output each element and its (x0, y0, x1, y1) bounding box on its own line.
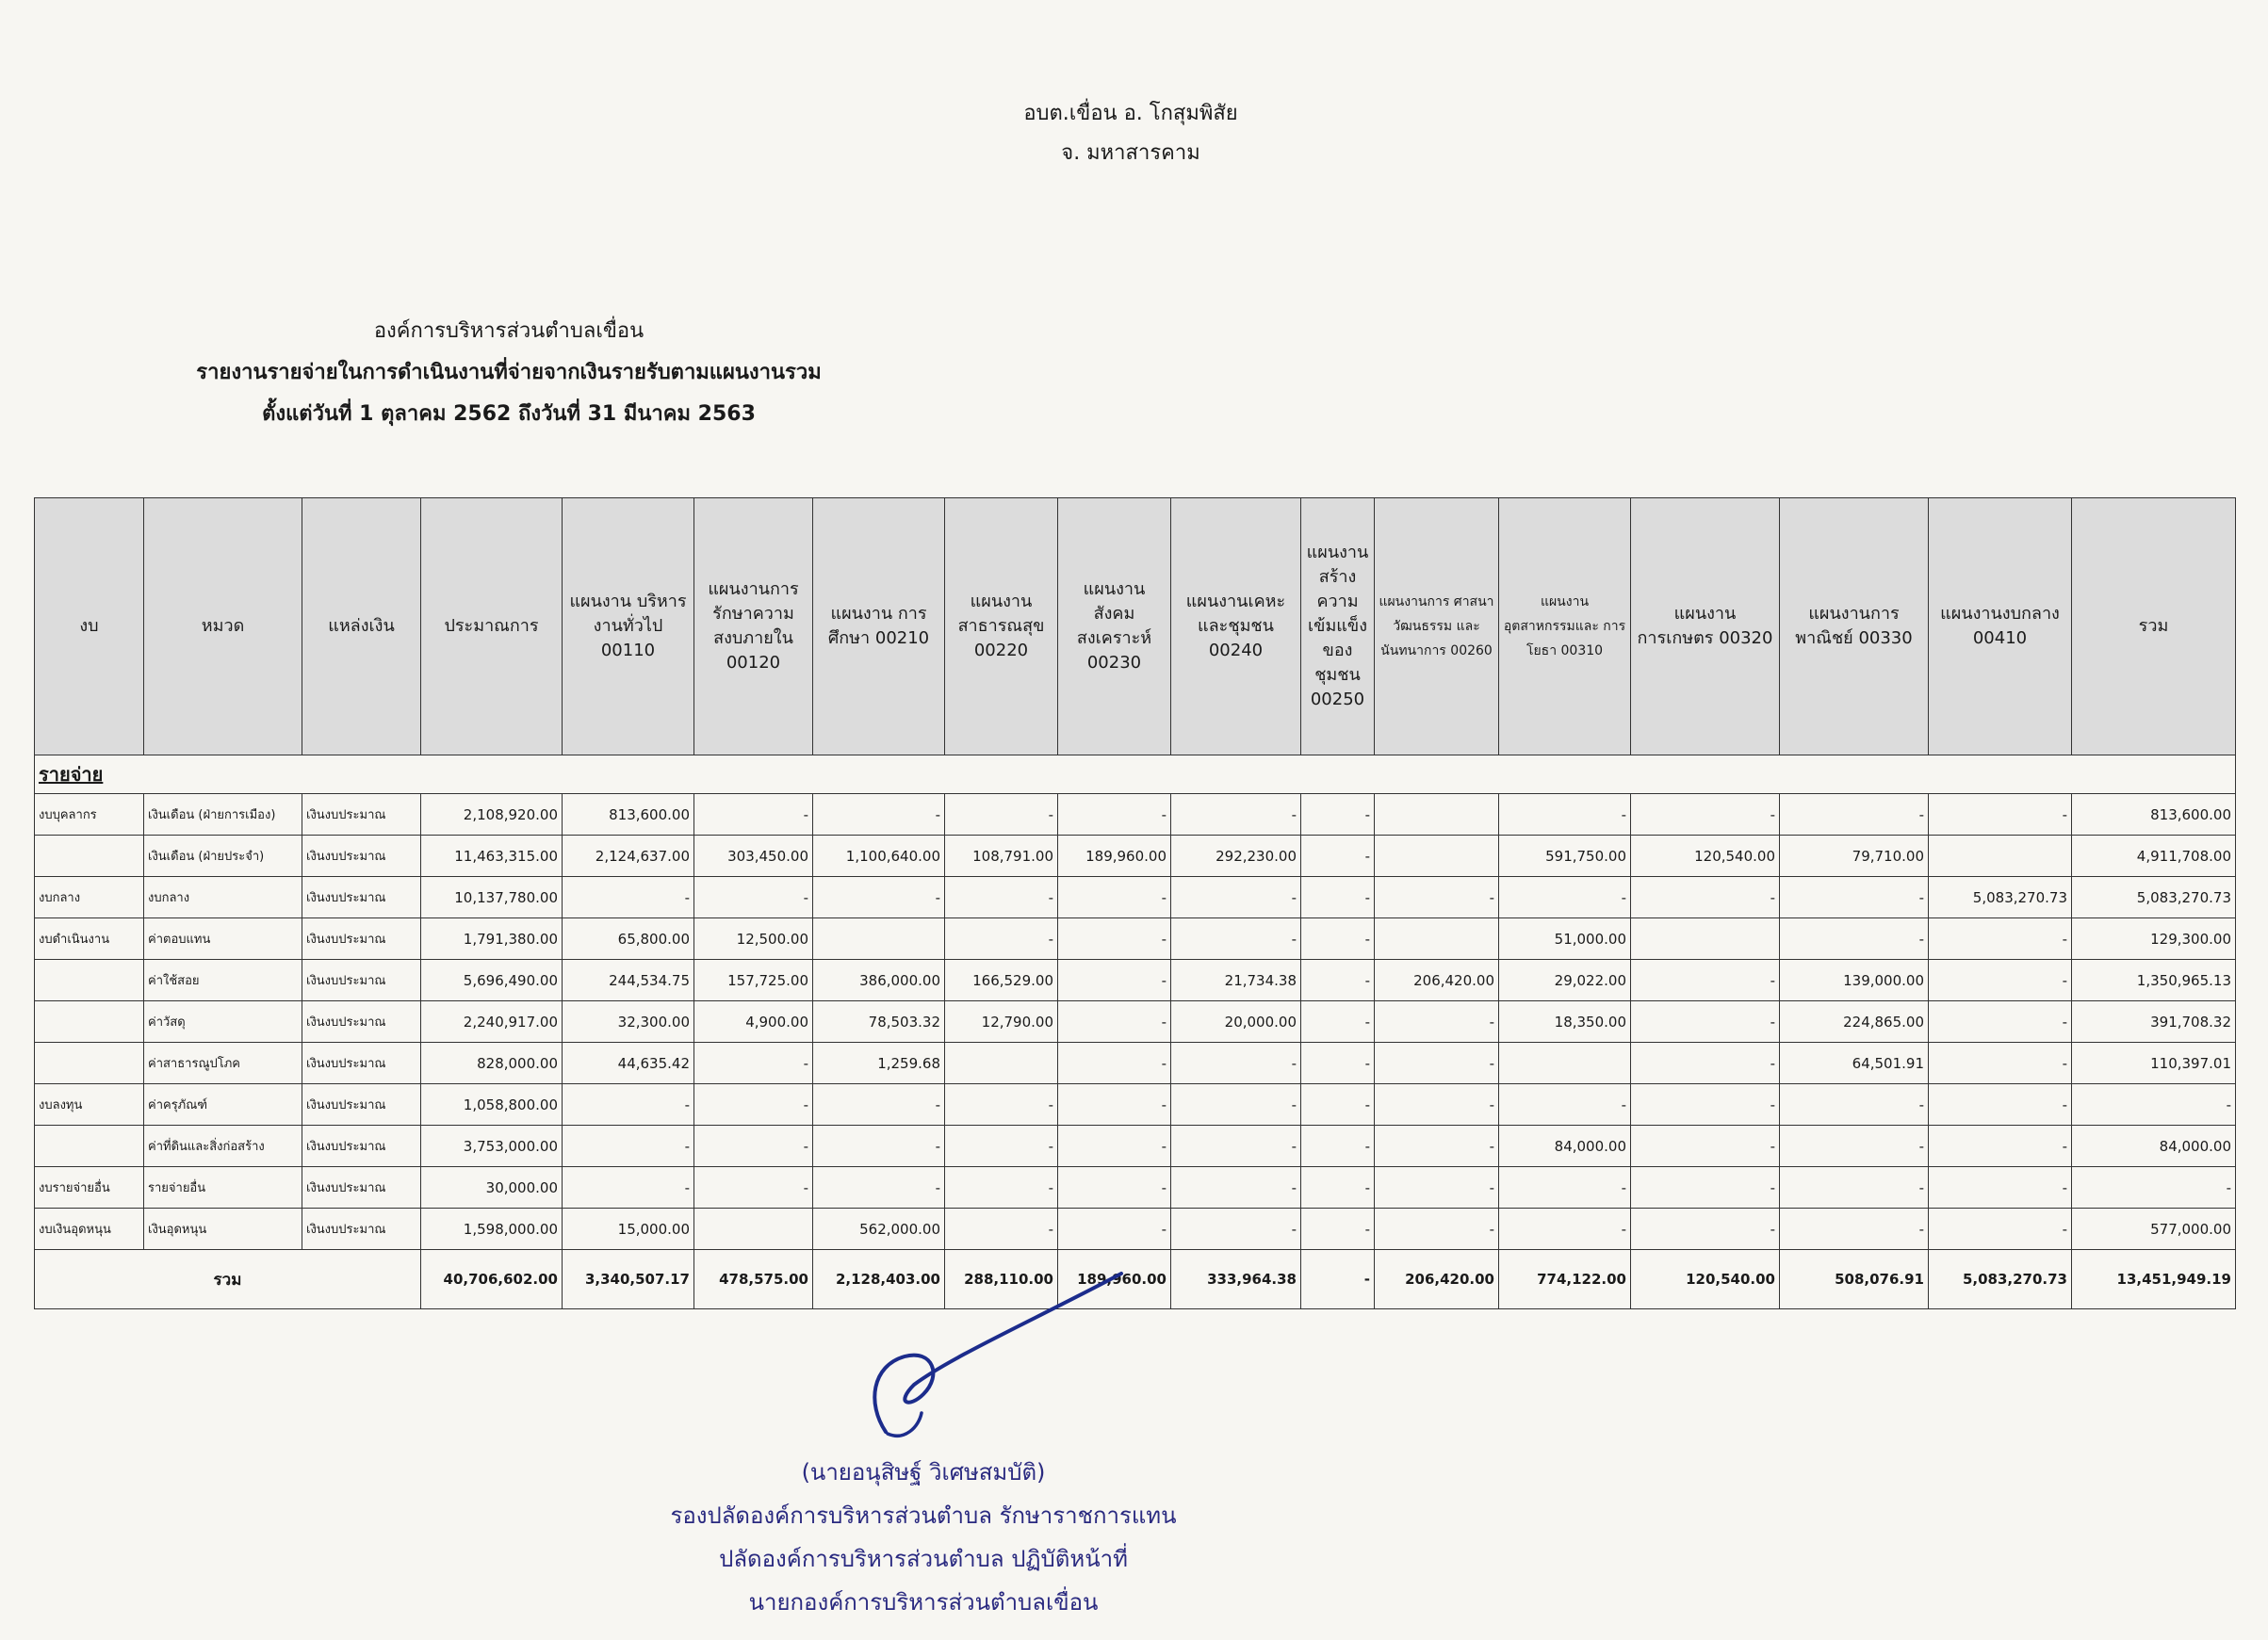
cell-amount (694, 1209, 813, 1250)
cell-amount: - (1631, 1209, 1780, 1250)
col-header: หมวด (144, 498, 302, 755)
cell-amount: - (1929, 1126, 2072, 1167)
cell-amount: 12,790.00 (945, 1001, 1058, 1043)
cell-amount: 30,000.00 (421, 1167, 563, 1209)
cell-amount: - (1171, 1043, 1301, 1084)
cell-amount: - (1631, 1043, 1780, 1084)
cell-amount: - (1301, 1001, 1375, 1043)
cell-amount: - (1929, 918, 2072, 960)
cell-amount: - (813, 1084, 945, 1126)
cell-amount: - (694, 1084, 813, 1126)
cell-amount: 813,600.00 (563, 794, 694, 836)
cell-amount: - (563, 1126, 694, 1167)
cell-amount: 4,900.00 (694, 1001, 813, 1043)
cell-amount: 1,058,800.00 (421, 1084, 563, 1126)
total-amount: 40,706,602.00 (421, 1250, 563, 1309)
cell-source: เงินงบประมาณ (302, 918, 421, 960)
table-header-row (35, 498, 2236, 755)
cell-amount: 64,501.91 (1780, 1043, 1929, 1084)
cell-amount: 206,420.00 (1375, 960, 1499, 1001)
expense-table-wrapper (34, 497, 2235, 1309)
cell-category: รายจ่ายอื่น (144, 1167, 302, 1209)
col-header: แผนงาน บริหารงานทั่วไป 00110 (563, 498, 694, 755)
section-label: รายจ่าย (39, 763, 104, 786)
cell-amount: - (1301, 1209, 1375, 1250)
cell-amount: - (1301, 836, 1375, 877)
cell-amount: - (1499, 1209, 1631, 1250)
total-amount: 189,960.00 (1058, 1250, 1171, 1309)
total-amount: 288,110.00 (945, 1250, 1058, 1309)
header-office-line: อบต.เขื่อน อ. โกสุมพิสัย (1023, 102, 1238, 125)
report-period: ตั้งแต่วันที่ 1 ตุลาคม 2562 ถึงวันที่ 31 มีนาคม 2563 (262, 402, 756, 426)
cell-amount: - (1058, 1084, 1171, 1126)
cell-amount: 44,635.42 (563, 1043, 694, 1084)
cell-amount: - (1301, 1167, 1375, 1209)
cell-amount: - (1375, 1001, 1499, 1043)
cell-budget: งบดำเนินงาน (35, 918, 144, 960)
cell-amount (1375, 794, 1499, 836)
cell-amount: - (945, 877, 1058, 918)
report-heading (132, 311, 886, 435)
cell-amount (945, 1043, 1058, 1084)
cell-amount: - (945, 1167, 1058, 1209)
table-row (35, 1043, 2236, 1084)
cell-amount: 21,734.38 (1171, 960, 1301, 1001)
cell-amount: 78,503.32 (813, 1001, 945, 1043)
signer-name: (นายอนุสิษฐ์ วิเศษสมบัติ) (801, 1459, 1046, 1486)
cell-amount: 65,800.00 (563, 918, 694, 960)
total-amount: 3,340,507.17 (563, 1250, 694, 1309)
col-header: แผนงาน การศึกษา 00210 (813, 498, 945, 755)
cell-amount: 577,000.00 (2072, 1209, 2236, 1250)
cell-source: เงินงบประมาณ (302, 1043, 421, 1084)
cell-amount: - (1631, 1167, 1780, 1209)
cell-amount: - (1929, 1084, 2072, 1126)
cell-amount: - (1301, 1084, 1375, 1126)
cell-amount: - (1171, 1209, 1301, 1250)
table-row (35, 1001, 2236, 1043)
cell-category: ค่าวัสดุ (144, 1001, 302, 1043)
header-province-line: จ. มหาสารคาม (1061, 141, 1200, 165)
cell-amount: - (1631, 1001, 1780, 1043)
cell-budget: งบลงทุน (35, 1084, 144, 1126)
cell-amount (813, 918, 945, 960)
table-row (35, 1167, 2236, 1209)
cell-amount: - (1058, 1126, 1171, 1167)
cell-amount: - (1058, 1209, 1171, 1250)
cell-amount: - (1929, 794, 2072, 836)
total-amount: 2,128,403.00 (813, 1250, 945, 1309)
table-row (35, 918, 2236, 960)
cell-category: ค่าตอบแทน (144, 918, 302, 960)
signer-position-2: ปลัดองค์การบริหารส่วนตำบล ปฏิบัติหน้าที่ (719, 1546, 1128, 1572)
signer-position-3: นายกองค์การบริหารส่วนตำบลเขื่อน (748, 1589, 1099, 1616)
cell-amount: - (1929, 1167, 2072, 1209)
section-row (35, 755, 2236, 794)
col-header: แผนงานการ พาณิชย์ 00330 (1780, 498, 1929, 755)
cell-amount: - (1780, 1084, 1929, 1126)
cell-amount: 129,300.00 (2072, 918, 2236, 960)
cell-amount: - (1301, 918, 1375, 960)
cell-amount: - (563, 1084, 694, 1126)
cell-budget (35, 1001, 144, 1043)
cell-budget (35, 1043, 144, 1084)
total-amount: 478,575.00 (694, 1250, 813, 1309)
cell-amount: - (1058, 918, 1171, 960)
cell-amount: - (1780, 918, 1929, 960)
col-header: งบ (35, 498, 144, 755)
cell-amount: - (1499, 877, 1631, 918)
cell-amount: - (1499, 1167, 1631, 1209)
cell-amount: 139,000.00 (1780, 960, 1929, 1001)
table-row (35, 794, 2236, 836)
cell-amount: 2,240,917.00 (421, 1001, 563, 1043)
cell-amount: 11,463,315.00 (421, 836, 563, 877)
cell-amount: 5,696,490.00 (421, 960, 563, 1001)
col-header: แผนงาน สร้าง ความ เข้มแข็ง ของ ชุมชน 00250 (1301, 498, 1375, 755)
cell-amount: - (1929, 1001, 2072, 1043)
cell-amount: 5,083,270.73 (2072, 877, 2236, 918)
cell-amount: - (694, 1043, 813, 1084)
cell-budget: งบกลาง (35, 877, 144, 918)
cell-amount: 84,000.00 (1499, 1126, 1631, 1167)
cell-category: ค่าที่ดินและสิ่งก่อสร้าง (144, 1126, 302, 1167)
cell-budget: งบรายจ่ายอื่น (35, 1167, 144, 1209)
cell-amount: 813,600.00 (2072, 794, 2236, 836)
cell-amount: - (1375, 1084, 1499, 1126)
cell-source: เงินงบประมาณ (302, 1126, 421, 1167)
cell-amount: - (1929, 1209, 2072, 1250)
cell-amount: 1,598,000.00 (421, 1209, 563, 1250)
cell-amount: - (694, 1126, 813, 1167)
cell-amount: - (1780, 877, 1929, 918)
cell-amount: - (1780, 1126, 1929, 1167)
col-header: แผนงาน สาธารณสุข 00220 (945, 498, 1058, 755)
cell-amount: 79,710.00 (1780, 836, 1929, 877)
cell-category: เงินเดือน (ฝ่ายการเมือง) (144, 794, 302, 836)
cell-amount: 591,750.00 (1499, 836, 1631, 877)
cell-amount: 244,534.75 (563, 960, 694, 1001)
cell-source: เงินงบประมาณ (302, 794, 421, 836)
cell-amount: 224,865.00 (1780, 1001, 1929, 1043)
cell-amount: - (1171, 877, 1301, 918)
cell-amount: 189,960.00 (1058, 836, 1171, 877)
cell-category: เงินเดือน (ฝ่ายประจำ) (144, 836, 302, 877)
cell-amount: 1,350,965.13 (2072, 960, 2236, 1001)
cell-amount: - (1929, 960, 2072, 1001)
cell-category: ค่าครุภัณฑ์ (144, 1084, 302, 1126)
cell-amount: - (1301, 877, 1375, 918)
cell-budget: งบบุคลากร (35, 794, 144, 836)
cell-source: เงินงบประมาณ (302, 1209, 421, 1250)
cell-amount: 3,753,000.00 (421, 1126, 563, 1167)
report-org: องค์การบริหารส่วนตำบลเขื่อน (373, 319, 645, 343)
cell-source: เงินงบประมาณ (302, 836, 421, 877)
cell-category: งบกลาง (144, 877, 302, 918)
cell-amount: - (1631, 877, 1780, 918)
cell-amount: 51,000.00 (1499, 918, 1631, 960)
table-row (35, 960, 2236, 1001)
cell-amount: - (813, 794, 945, 836)
cell-amount: - (813, 877, 945, 918)
cell-amount (1929, 836, 2072, 877)
cell-amount: - (1171, 918, 1301, 960)
col-header: แหล่งเงิน (302, 498, 421, 755)
cell-amount: 120,540.00 (1631, 836, 1780, 877)
cell-amount: - (1171, 794, 1301, 836)
col-header: ประมาณการ (421, 498, 563, 755)
total-amount: 206,420.00 (1375, 1250, 1499, 1309)
cell-amount: 391,708.32 (2072, 1001, 2236, 1043)
total-amount: 120,540.00 (1631, 1250, 1780, 1309)
cell-amount: - (1301, 960, 1375, 1001)
cell-amount: - (1058, 960, 1171, 1001)
cell-amount: - (1631, 1084, 1780, 1126)
document-header (942, 94, 1319, 173)
total-amount: 5,083,270.73 (1929, 1250, 2072, 1309)
table-row (35, 1084, 2236, 1126)
total-amount: 333,964.38 (1171, 1250, 1301, 1309)
cell-amount: - (813, 1167, 945, 1209)
cell-amount: 562,000.00 (813, 1209, 945, 1250)
col-header: รวม (2072, 498, 2236, 755)
cell-amount: - (563, 1167, 694, 1209)
table-row (35, 1126, 2236, 1167)
table-row (35, 836, 2236, 877)
cell-amount: - (1301, 1043, 1375, 1084)
cell-amount: 303,450.00 (694, 836, 813, 877)
total-amount: 13,451,949.19 (2072, 1250, 2236, 1309)
cell-amount: 108,791.00 (945, 836, 1058, 877)
cell-amount: - (1301, 1126, 1375, 1167)
cell-category: ค่าสาธารณูปโภค (144, 1043, 302, 1084)
cell-amount (1375, 836, 1499, 877)
total-amount: - (1301, 1250, 1375, 1309)
cell-amount: - (1375, 1167, 1499, 1209)
cell-budget (35, 960, 144, 1001)
cell-amount: - (945, 1084, 1058, 1126)
cell-source: เงินงบประมาณ (302, 877, 421, 918)
col-header: แผนงานการ ศาสนาวัฒนธรรม และนันทนาการ 00260 (1375, 498, 1499, 755)
col-header: แผนงาน สังคม สงเคราะห์ 00230 (1058, 498, 1171, 755)
cell-budget (35, 1126, 144, 1167)
cell-amount: - (813, 1126, 945, 1167)
cell-amount: - (1171, 1126, 1301, 1167)
cell-amount: - (1780, 1209, 1929, 1250)
cell-amount: 18,350.00 (1499, 1001, 1631, 1043)
cell-amount: - (694, 794, 813, 836)
cell-amount: 12,500.00 (694, 918, 813, 960)
cell-amount: 292,230.00 (1171, 836, 1301, 877)
report-title: รายงานรายจ่ายในการดำเนินงานที่จ่ายจากเงินรายรับตามแผนงานรวม (196, 361, 822, 384)
table-row (35, 1209, 2236, 1250)
cell-amount: - (1375, 1043, 1499, 1084)
cell-amount: - (1058, 1043, 1171, 1084)
cell-amount: - (1375, 1209, 1499, 1250)
cell-amount: - (1375, 877, 1499, 918)
cell-amount (1375, 918, 1499, 960)
cell-amount: 828,000.00 (421, 1043, 563, 1084)
cell-amount: 2,124,637.00 (563, 836, 694, 877)
cell-amount: - (2072, 1084, 2236, 1126)
cell-amount: 15,000.00 (563, 1209, 694, 1250)
cell-source: เงินงบประมาณ (302, 1001, 421, 1043)
cell-amount: 10,137,780.00 (421, 877, 563, 918)
cell-amount: - (945, 1126, 1058, 1167)
cell-amount: 1,100,640.00 (813, 836, 945, 877)
cell-amount: - (1631, 1126, 1780, 1167)
cell-amount: - (1375, 1126, 1499, 1167)
cell-amount: - (1780, 794, 1929, 836)
cell-amount: 157,725.00 (694, 960, 813, 1001)
cell-amount: - (694, 877, 813, 918)
cell-budget: งบเงินอุดหนุน (35, 1209, 144, 1250)
cell-amount: - (1499, 794, 1631, 836)
cell-amount: 5,083,270.73 (1929, 877, 2072, 918)
cell-amount: 84,000.00 (2072, 1126, 2236, 1167)
cell-amount: - (2072, 1167, 2236, 1209)
total-label: รวม (35, 1250, 421, 1309)
cell-amount: 110,397.01 (2072, 1043, 2236, 1084)
cell-amount: - (1929, 1043, 2072, 1084)
cell-amount: 29,022.00 (1499, 960, 1631, 1001)
signature-block (603, 1451, 1244, 1624)
cell-amount: 166,529.00 (945, 960, 1058, 1001)
cell-amount: 386,000.00 (813, 960, 945, 1001)
cell-amount: - (945, 794, 1058, 836)
cell-source: เงินงบประมาณ (302, 1084, 421, 1126)
expense-table (34, 497, 2236, 1309)
cell-amount: 4,911,708.00 (2072, 836, 2236, 877)
cell-amount: - (1058, 877, 1171, 918)
cell-amount: - (1058, 1001, 1171, 1043)
col-header: แผนงาน การเกษตร 00320 (1631, 498, 1780, 755)
total-amount: 774,122.00 (1499, 1250, 1631, 1309)
signer-position-1: รองปลัดองค์การบริหารส่วนตำบล รักษาราชการแทน (670, 1502, 1177, 1529)
cell-amount: - (563, 877, 694, 918)
total-amount: 508,076.91 (1780, 1250, 1929, 1309)
cell-amount: 1,791,380.00 (421, 918, 563, 960)
cell-category: เงินอุดหนุน (144, 1209, 302, 1250)
col-header: แผนงานงบกลาง 00410 (1929, 498, 2072, 755)
cell-amount: - (1499, 1084, 1631, 1126)
col-header: แผนงานเคหะ และชุมชน 00240 (1171, 498, 1301, 755)
col-header: แผนงานการ รักษาความ สงบภายใน 00120 (694, 498, 813, 755)
cell-amount: - (1780, 1167, 1929, 1209)
cell-category: ค่าใช้สอย (144, 960, 302, 1001)
cell-amount: - (1058, 794, 1171, 836)
cell-amount (1499, 1043, 1631, 1084)
cell-amount: - (694, 1167, 813, 1209)
cell-amount: - (1631, 794, 1780, 836)
cell-amount (1631, 918, 1780, 960)
col-header: แผนงาน อุตสาหกรรมและ การโยธา 00310 (1499, 498, 1631, 755)
cell-amount: - (1171, 1084, 1301, 1126)
cell-amount: 2,108,920.00 (421, 794, 563, 836)
cell-source: เงินงบประมาณ (302, 960, 421, 1001)
cell-amount: - (945, 1209, 1058, 1250)
cell-amount: 32,300.00 (563, 1001, 694, 1043)
cell-amount: - (1631, 960, 1780, 1001)
cell-source: เงินงบประมาณ (302, 1167, 421, 1209)
table-row (35, 877, 2236, 918)
cell-amount: - (945, 918, 1058, 960)
cell-amount: 1,259.68 (813, 1043, 945, 1084)
cell-amount: 20,000.00 (1171, 1001, 1301, 1043)
cell-amount: - (1058, 1167, 1171, 1209)
cell-amount: - (1171, 1167, 1301, 1209)
cell-amount: - (1301, 794, 1375, 836)
cell-budget (35, 836, 144, 877)
table-body (35, 755, 2236, 1309)
